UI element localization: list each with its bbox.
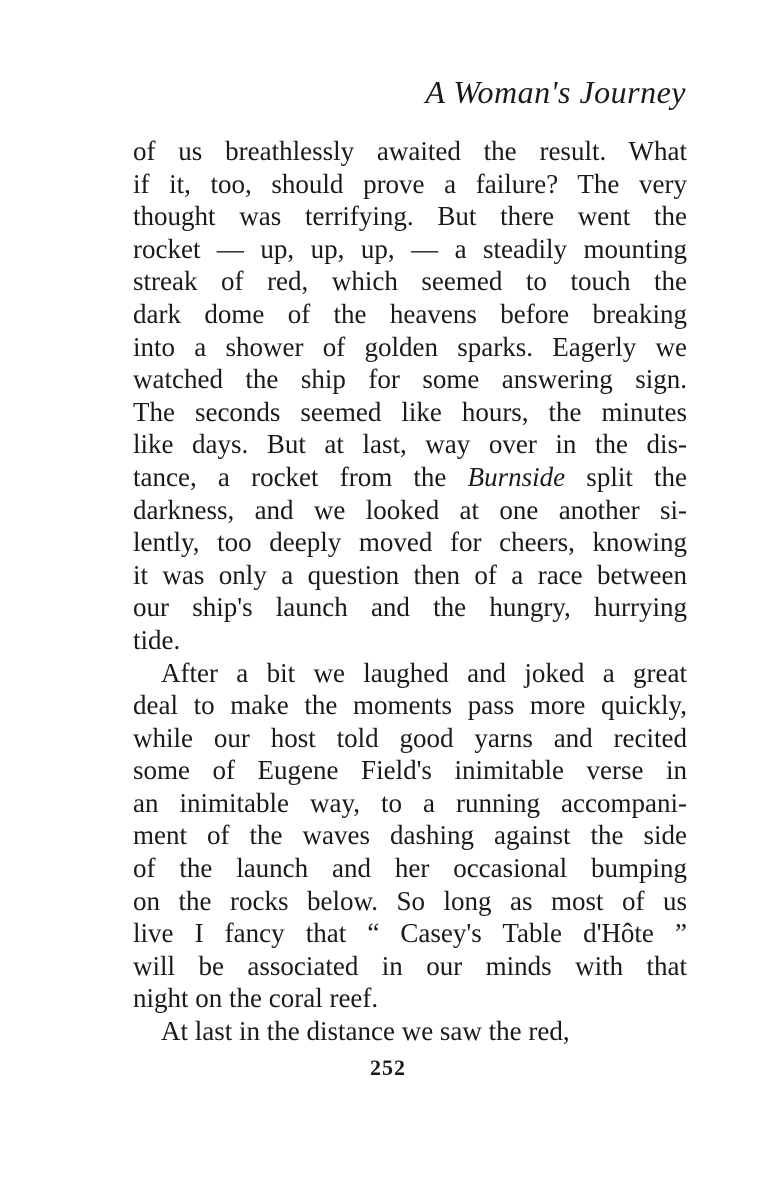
- text-line: an inimitable way, to a running accompani-: [133, 787, 687, 818]
- body-text: [133, 135, 687, 1048]
- text-line: like days. But at last, way over in the dis-: [133, 429, 687, 460]
- text-line: rocket — up, up, up, — a steadily mounting: [133, 233, 687, 264]
- text-line: After a bit we laughed and joked a great: [161, 657, 687, 688]
- text-line: deal to make the moments pass more quickly,: [133, 690, 687, 721]
- text-line: if it, too, should prove a failure? The very: [133, 168, 687, 199]
- text-line: The seconds seemed like hours, the minutes: [133, 396, 687, 427]
- text-line: it was only a question then of a race between: [133, 559, 687, 590]
- text-line: darkness, and we looked at one another si-: [133, 494, 687, 525]
- text-line: while our host told good yarns and recited: [133, 722, 687, 753]
- page-number: 252: [370, 1055, 406, 1080]
- text-line: At last in the distance we saw the red,: [161, 1016, 570, 1047]
- text-line: streak of red, which seemed to touch the: [133, 266, 687, 297]
- text-line: lently, too deeply moved for cheers, knowing: [133, 527, 687, 558]
- text-line: of the launch and her occasional bumping: [133, 853, 687, 884]
- text-line: our ship's launch and the hungry, hurrying: [133, 592, 687, 623]
- text-line: tide.: [133, 624, 181, 655]
- text-line: will be associated in our minds with that: [133, 950, 687, 981]
- text-line: into a shower of golden sparks. Eagerly we: [133, 331, 687, 362]
- running-head: A Woman's Journey: [425, 74, 686, 110]
- text-line: on the rocks below. So long as most of us: [133, 885, 687, 916]
- text-line: of us breathlessly awaited the result. What: [133, 136, 687, 166]
- text-line: live I fancy that “ Casey's Table d'Hôte ”: [133, 918, 687, 949]
- text-line: ment of the waves dashing against the side: [133, 820, 687, 851]
- text-line: some of Eugene Field's inimitable verse in: [133, 755, 687, 786]
- text-line: tance, a rocket from the Burnside split the: [133, 461, 687, 492]
- text-line: thought was terrifying. But there went the: [133, 201, 687, 232]
- text-line: dark dome of the heavens before breaking: [133, 298, 687, 329]
- text-line: watched the ship for some answering sign.: [133, 364, 687, 395]
- text-line: night on the coral reef.: [133, 983, 379, 1014]
